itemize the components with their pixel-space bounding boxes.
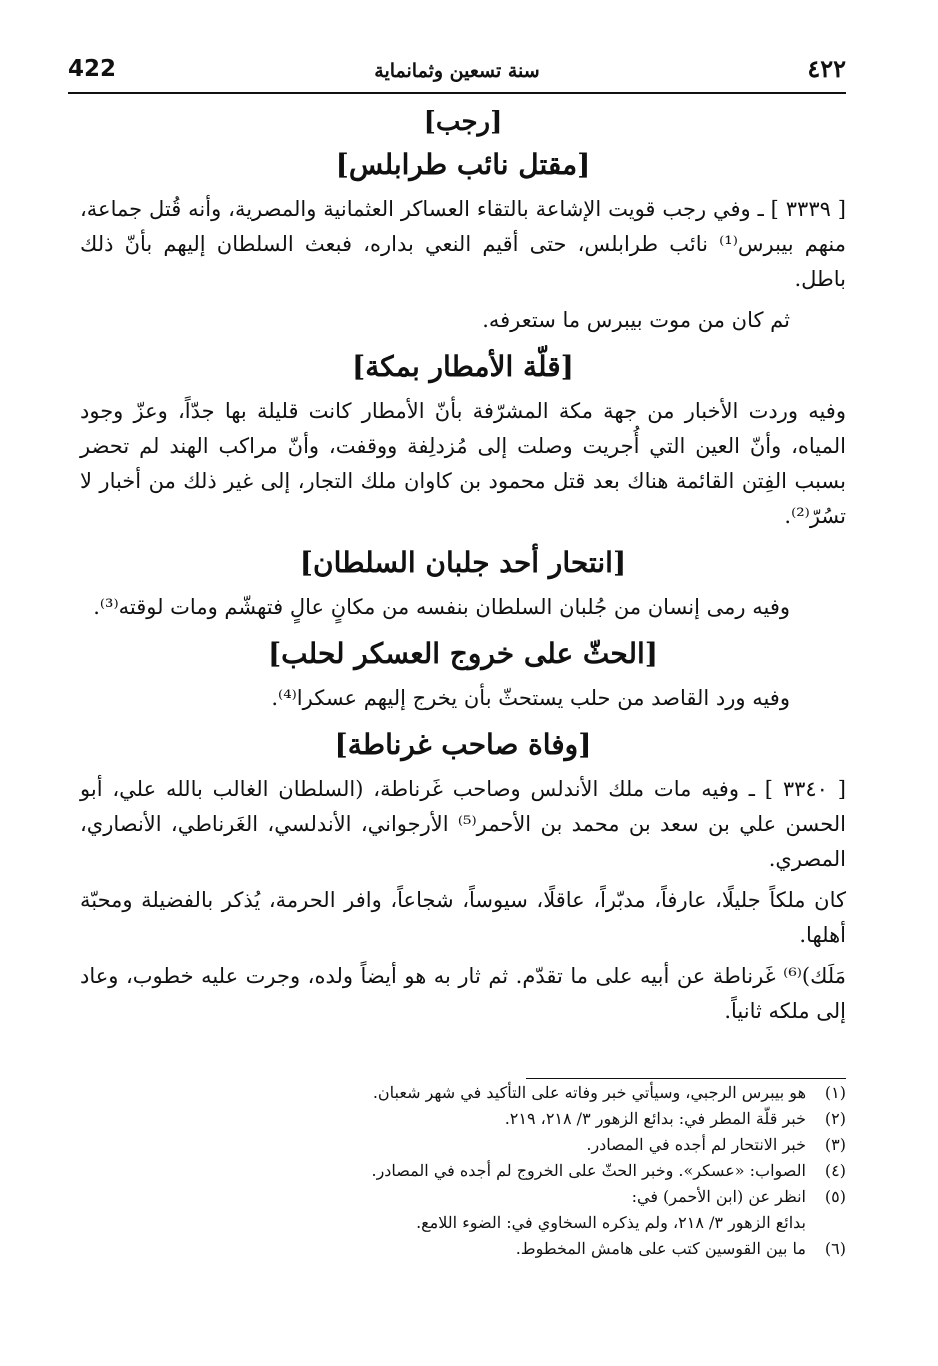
footnote-2: (٢)خبر قلّة المطر في: بدائع الزهور ٣/ ٢١٨، ٢١٩. — [504, 1109, 846, 1128]
month-heading: [رجب] — [423, 107, 503, 137]
section-heading-suicide: [انتحار أحد جلبان السلطان] — [299, 546, 627, 579]
paragraph-3340: [ ٣٣٤٠ ] ـ وفيه مات ملك الأندلس وصاحب غَرناطة، (السلطان الغالب بالله علي، أبو الحسن علي بن سعد بن محمد بن الأحمر⁽⁵⁾ الأرجواني، الأندلسي، الغَرناطي، الأنصاري، المصري. — [80, 777, 847, 871]
footnotes — [86, 1080, 846, 1262]
section-heading-tripoli: [مقتل نائب طرابلس] — [335, 148, 591, 181]
paragraph: كان ملكاً جليلًا، عارفاً، مدبّراً، عاقلًا، سيوساً، شجاعاً، وافر الحرمة، يُذكر بالفضيلة ومحبّة أهلها. — [80, 888, 846, 947]
footnote-5-continued: بدائع الزهور ٣/ ٢١٨، ولم يذكره السخاوي في: الضوء اللامع. — [416, 1213, 806, 1232]
page-number-arabic: ٤٢٢ — [807, 54, 846, 83]
header-rule — [68, 92, 846, 94]
footnote-4: (٤)الصواب: «عسكر». وخبر الحثّ على الخروج لم أجده في المصادر. — [371, 1161, 846, 1180]
page-number-latin: 422 — [68, 56, 117, 82]
paragraph-rain: وفيه وردت الأخبار من جهة مكة المشرّفة بأنّ الأمطار كانت قليلة بها جدّاً، وعزّ وجود المياه، وأنّ العين التي أُجريت وصلت إلى مُزدلِفة ووقفت، وأنّ مراكب الهند لم تحضر بسبب الفِتن القائمة هناك بعد قتل محمود بن كاوان ملك التجار، إلى غير ذلك من أخبار لا تسُرّ⁽²⁾. — [80, 399, 846, 528]
page-header — [68, 48, 846, 90]
footnote-1: (١)هو بيبرس الرجبي، وسيأتي خبر وفاته على التأكيد في شهر شعبان. — [372, 1083, 846, 1102]
main-text — [80, 102, 846, 1035]
paragraph-suicide: وفيه رمى إنسان من جُلبان السلطان بنفسه من مكانٍ عالٍ فتهشّم ومات لوقته⁽³⁾. — [93, 595, 790, 619]
section-heading-rain: [قلّة الأمطار بمكة] — [352, 350, 574, 383]
footnote-3: (٣)خبر الانتحار لم أجده في المصادر. — [586, 1135, 846, 1154]
footnote-5: (٥)انظر عن (ابن الأحمر) في: — [631, 1187, 846, 1206]
paragraph-3339: [ ٣٣٣٩ ] ـ وفي رجب قويت الإشاعة بالتقاء العساكر العثمانية والمصرية، وأنه قُتل جماعة، منهم بيبرس⁽¹⁾ نائب طرابلس، حتى أقيم النعي بداره، فبعث السلطان إليهم بأنّ ذلك باطل. — [80, 197, 846, 291]
paragraph-aleppo: وفيه ورد القاصد من حلب يستحثّ بأن يخرج إليهم عسكرا⁽⁴⁾. — [271, 686, 790, 710]
section-heading-aleppo: [الحثّ على خروج العسكر لحلب] — [267, 637, 659, 670]
running-title: سنة تسعين وثمانماية — [374, 60, 540, 82]
footnote-rule — [526, 1078, 846, 1079]
paragraph: ثم كان من موت بيبرس ما ستعرفه. — [482, 308, 790, 332]
section-heading-granada: [وفاة صاحب غرناطة] — [334, 728, 592, 761]
footnote-6: (٦)ما بين القوسين كتب على هامش المخطوط. — [515, 1239, 846, 1258]
paragraph: مَلَك)⁽⁶⁾ غَرناطة عن أبيه على ما تقدّم. ثم ثار به هو أيضاً ولده، وجرت عليه خطوب، وعاد إلى ملكه ثانياً. — [80, 964, 846, 1023]
